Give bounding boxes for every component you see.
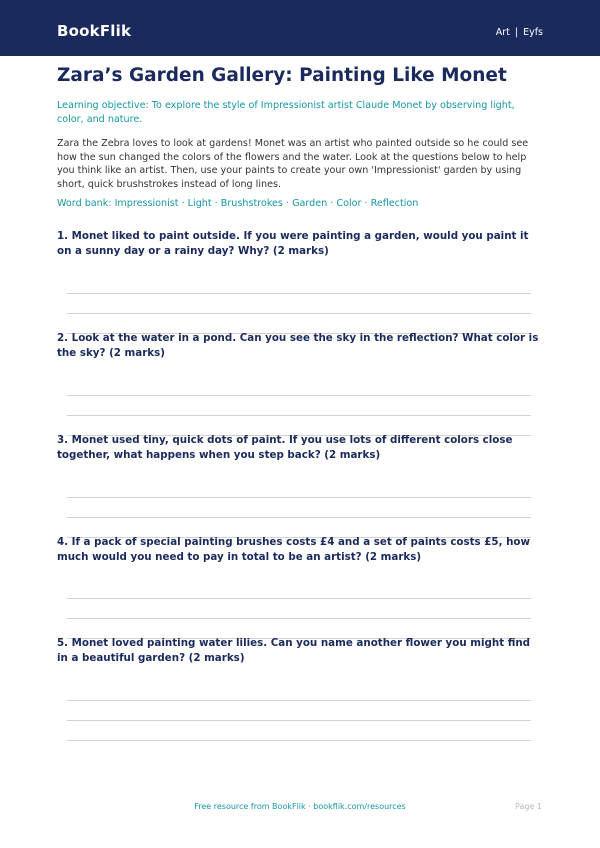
answer-line[interactable] (67, 293, 531, 294)
answer-line[interactable] (67, 700, 531, 701)
answer-line[interactable] (67, 720, 531, 721)
question-1: 1. Monet liked to paint outside. If you were painting a garden, would you paint it on a sunny day or a rainy day? Why? (2 marks) (57, 230, 529, 257)
answer-line[interactable] (67, 598, 531, 599)
brand-logo: BookFlik (57, 22, 132, 40)
answer-line[interactable] (67, 313, 531, 314)
question-2: 2. Look at the water in a pond. Can you see the sky in the reflection? What color is the sky? (2 marks) (57, 332, 539, 359)
word-bank: Word bank: Impressionist · Light · Brushstrokes · Garden · Color · Reflection (57, 198, 419, 209)
footer-link[interactable]: Free resource from BookFlik · bookflik.com/resources (194, 802, 406, 811)
subject-level (496, 27, 543, 38)
worksheet-title: Zara’s Garden Gallery: Painting Like Monet (57, 65, 507, 86)
intro-paragraph: Zara the Zebra loves to look at gardens! Monet was an artist who painted outside so he could see how the sun changed the colors of the flowers and the water. Look at the questions below to help you think like an artist. Then, use your paints to create your own 'Impressionist' garden by using short, quick brushstrokes instead of long lines. (57, 138, 529, 190)
answer-line[interactable] (67, 497, 531, 498)
answer-line[interactable] (67, 618, 531, 619)
answer-line[interactable] (67, 415, 531, 416)
answer-line[interactable] (67, 740, 531, 741)
subject-separator: | (514, 27, 519, 38)
subject-label: Art (495, 27, 510, 38)
learning-objective: Learning objective: To explore the style of Impressionist artist Claude Monet by observing light, color, and nature. (57, 100, 515, 125)
page-number: Page 1 (515, 802, 542, 811)
question-3: 3. Monet used tiny, quick dots of paint. If you use lots of different colors close together, what happens when you step back? (2 marks) (57, 434, 513, 461)
answer-line[interactable] (67, 395, 531, 396)
page-header (0, 0, 600, 56)
level-label: Eyfs (523, 27, 543, 38)
answer-line[interactable] (67, 517, 531, 518)
question-5: 5. Monet loved painting water lilies. Can you name another flower you might find in a beautiful garden? (2 marks) (57, 637, 531, 664)
question-4: 4. If a pack of special painting brushes costs £4 and a set of paints costs £5, how much would you need to pay in total to be an artist? (2 marks) (57, 536, 530, 563)
